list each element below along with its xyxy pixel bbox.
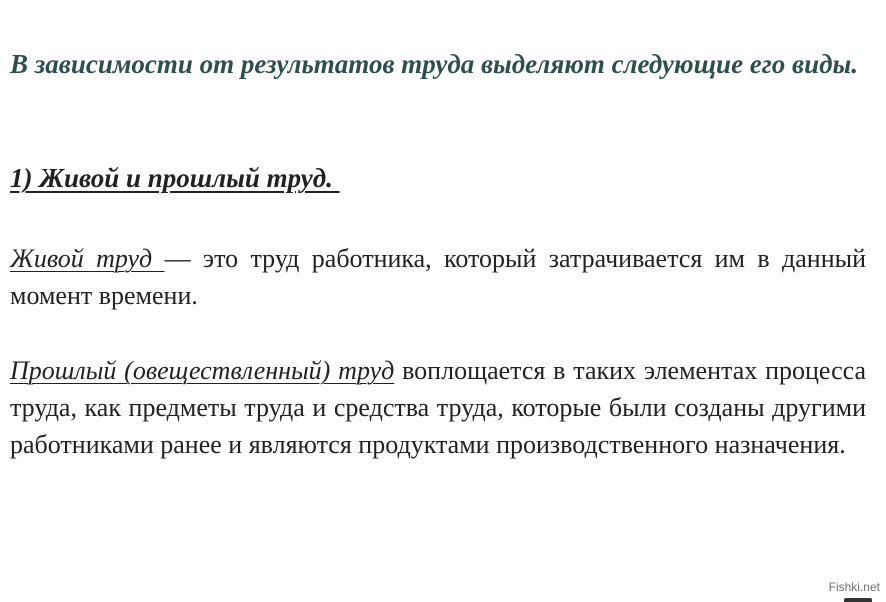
section-heading: 1) Живой и прошлый труд. bbox=[10, 163, 340, 193]
definition-past-labor: воплощается в таких элементах процесса труда, как предметы труда и средства труда, которые были созданы другими работниками ранее и являются продуктами производственного назначения. bbox=[10, 356, 867, 459]
term-living-labor: Живой труд bbox=[10, 244, 165, 273]
definition-living-labor: — это труд работника, который затрачивается им в данный момент времени. bbox=[10, 244, 867, 310]
paragraph-past-labor bbox=[10, 352, 866, 463]
watermark: Fishki.net bbox=[828, 580, 880, 594]
watermark-logo-icon bbox=[844, 598, 872, 602]
term-past-labor: Прошлый (овеществленный) труд bbox=[10, 356, 395, 385]
paragraph-living-labor bbox=[10, 240, 866, 314]
intro-text: В зависимости от результатов труда выделяют следующие его виды. bbox=[10, 49, 858, 79]
